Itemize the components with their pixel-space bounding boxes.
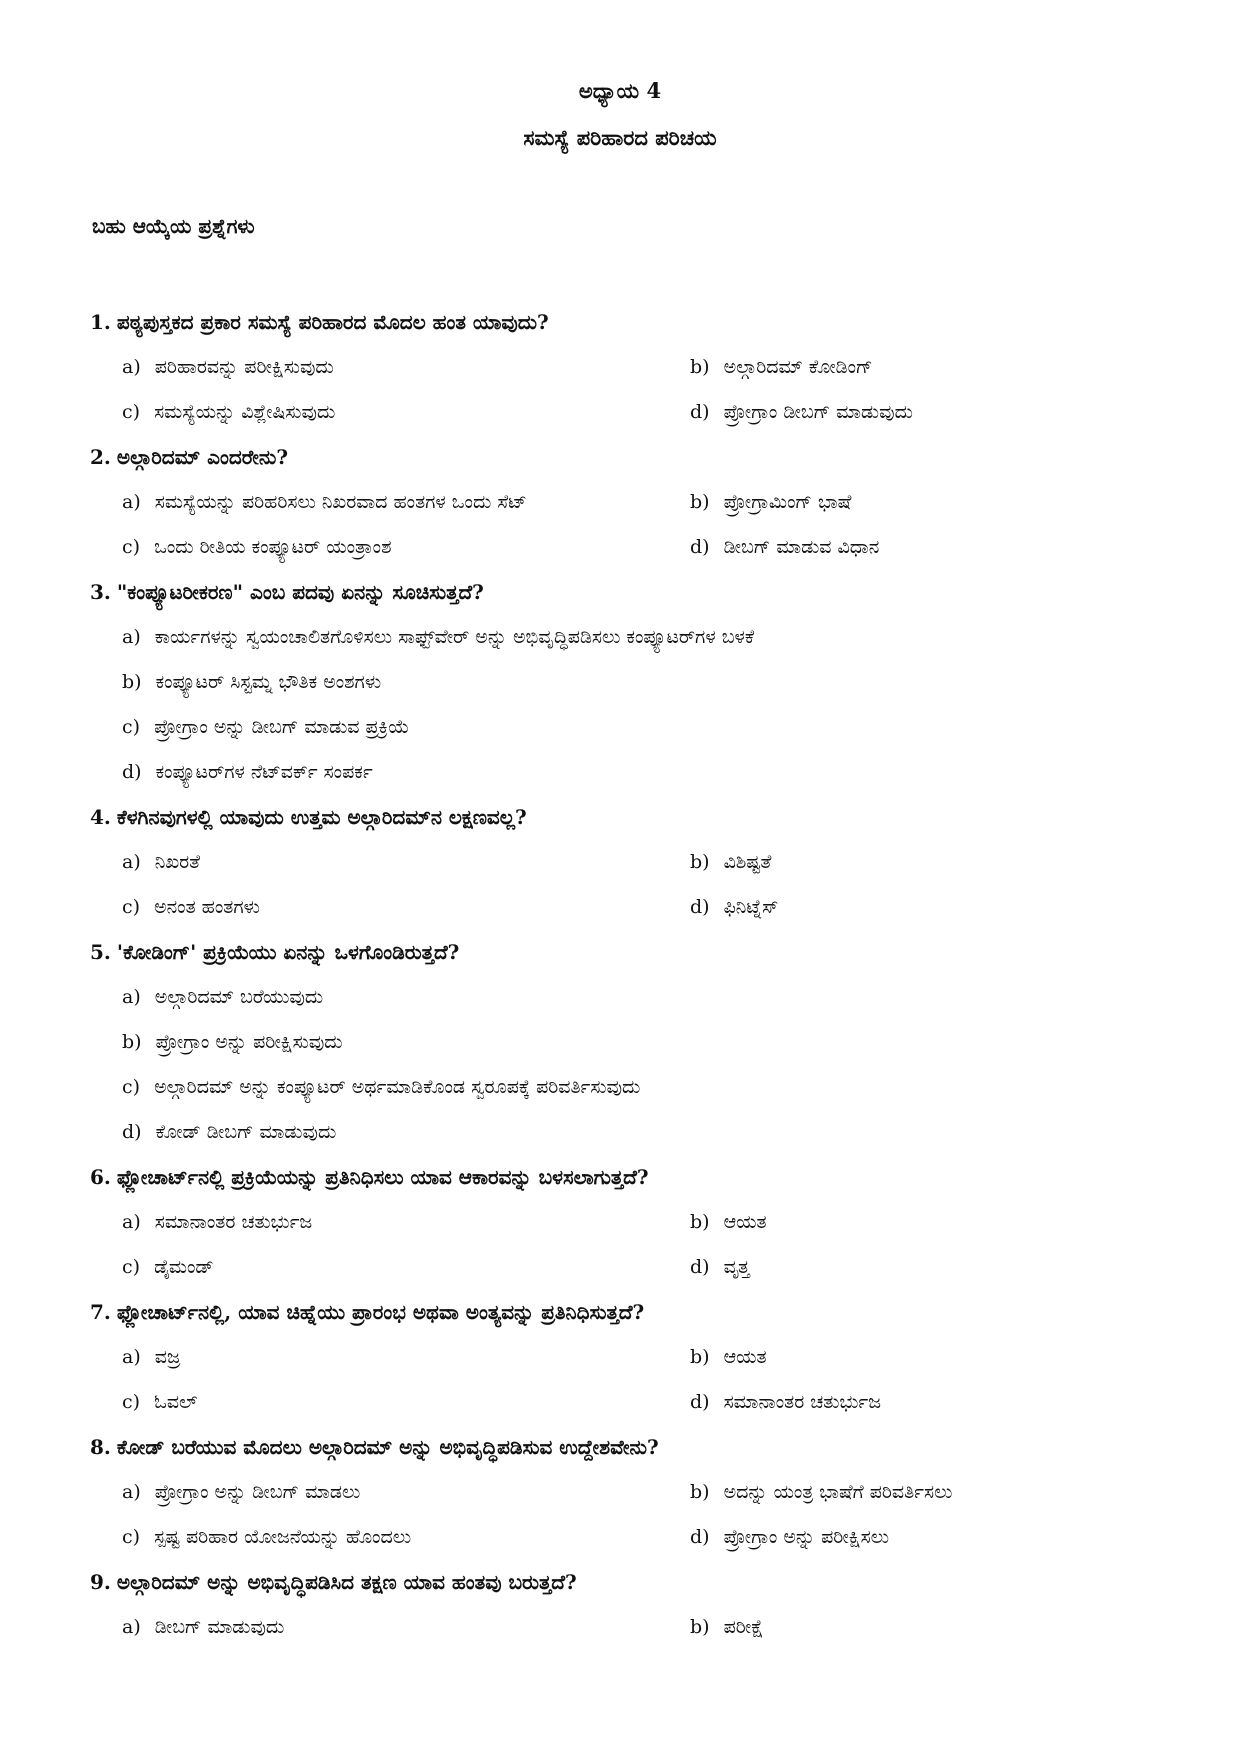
- option-d: [690, 885, 1170, 930]
- question-1: [90, 300, 1170, 435]
- question-text: ಫ್ಲೋಚಾರ್ಟ್‌ನಲ್ಲಿ, ಯಾವ ಚಿಹ್ನೆಯು ಪ್ರಾರಂಭ ಅಥವಾ ಅಂತ್ಯವನ್ನು ಪ್ರತಿನಿಧಿಸುತ್ತದೆ?: [116, 1300, 645, 1324]
- option-a: [122, 1200, 690, 1245]
- question-3: [90, 570, 1170, 795]
- option-text: ಪ್ರೋಗ್ರಾಂ ಅನ್ನು ಡೀಬಗ್ ಮಾಡುವ ಪ್ರಕ್ರಿಯೆ: [154, 716, 410, 738]
- option-b: [122, 1020, 1170, 1065]
- option-text: ವಜ್ರ: [154, 1346, 181, 1368]
- option-list: [90, 615, 1170, 795]
- option-text: ಸ್ಪಷ್ಟ ಪರಿಹಾರ ಯೋಜನೆಯನ್ನು ಹೊಂದಲು: [154, 1526, 412, 1548]
- question-title: [90, 1560, 1170, 1605]
- question-title: [90, 1155, 1170, 1200]
- option-b: [690, 480, 1170, 525]
- option-text: ಆಯತ: [723, 1211, 767, 1233]
- option-text: ಅಲ್ಗಾರಿದಮ್ ಕೋಡಿಂಗ್: [723, 356, 873, 378]
- option-letter: b): [122, 671, 142, 693]
- option-letter: d): [690, 1526, 710, 1548]
- option-text: ಪ್ರೋಗ್ರಾಮಿಂಗ್ ಭಾಷೆ: [723, 491, 852, 513]
- question-number: 3.: [90, 580, 111, 604]
- question-text: ಅಲ್ಗಾರಿದಮ್ ಎಂದರೇನು?: [116, 445, 289, 469]
- option-letter: b): [690, 1481, 710, 1503]
- question-title: [90, 1425, 1170, 1470]
- option-b: [690, 1605, 1170, 1650]
- option-letter: c): [122, 1391, 141, 1413]
- option-letter: a): [122, 356, 141, 378]
- option-b: [690, 840, 1170, 885]
- option-text: ವಿಶಿಷ್ಟತೆ: [723, 851, 772, 873]
- question-4: [90, 795, 1170, 930]
- question-text: ಫ್ಲೋಚಾರ್ಟ್‌ನಲ್ಲಿ ಪ್ರಕ್ರಿಯೆಯನ್ನು ಪ್ರತಿನಿಧಿಸಲು ಯಾವ ಆಕಾರವನ್ನು ಬಳಸಲಾಗುತ್ತದೆ?: [116, 1165, 649, 1189]
- option-text: ಕಾರ್ಯಗಳನ್ನು ಸ್ವಯಂಚಾಲಿತಗೊಳಿಸಲು ಸಾಫ್ಟ್‌ವೇರ್ ಅನ್ನು ಅಭಿವೃದ್ಧಿಪಡಿಸಲು ಕಂಪ್ಯೂಟರ್‌ಗಳ ಬಳಕೆ: [154, 626, 755, 648]
- option-list: [90, 1200, 1170, 1290]
- option-list: [90, 480, 1170, 570]
- option-letter: a): [122, 626, 141, 648]
- option-list: [90, 345, 1170, 435]
- option-list: [90, 975, 1170, 1155]
- option-d: [690, 390, 1170, 435]
- option-letter: d): [122, 761, 142, 783]
- question-title: [90, 435, 1170, 480]
- option-a: [122, 840, 690, 885]
- question-2: [90, 435, 1170, 570]
- option-a: [122, 345, 690, 390]
- option-letter: a): [122, 491, 141, 513]
- question-text: 'ಕೋಡಿಂಗ್' ಪ್ರಕ್ರಿಯೆಯು ಏನನ್ನು ಒಳಗೊಂಡಿರುತ್ತದೆ?: [116, 940, 460, 964]
- question-9: [90, 1560, 1170, 1650]
- question-number: 8.: [90, 1435, 111, 1459]
- option-letter: a): [122, 986, 141, 1008]
- question-text: ಕೋಡ್ ಬರೆಯುವ ಮೊದಲು ಅಲ್ಗಾರಿದಮ್ ಅನ್ನು ಅಭಿವೃದ್ಧಿಪಡಿಸುವ ಉದ್ದೇಶವೇನು?: [116, 1435, 659, 1459]
- option-a: [122, 480, 690, 525]
- option-text: ಸಮಸ್ಯೆಯನ್ನು ವಿಶ್ಲೇಷಿಸುವುದು: [154, 401, 336, 423]
- option-c: [122, 1245, 690, 1290]
- option-letter: b): [690, 1616, 710, 1638]
- question-text: ಅಲ್ಗಾರಿದಮ್ ಅನ್ನು ಅಭಿವೃದ್ಧಿಪಡಿಸಿದ ತಕ್ಷಣ ಯಾವ ಹಂತವು ಬರುತ್ತದೆ?: [116, 1570, 577, 1594]
- option-d: [122, 750, 1170, 795]
- option-text: ಡೀಬಗ್ ಮಾಡುವುದು: [154, 1616, 285, 1638]
- question-number: 7.: [90, 1300, 111, 1324]
- option-text: ಕಂಪ್ಯೂಟರ್ ಸಿಸ್ಟಮ್ನ ಭೌತಿಕ ಅಂಶಗಳು: [155, 671, 382, 693]
- option-letter: d): [690, 1391, 710, 1413]
- option-text: ಸಮಾನಾಂತರ ಚತುರ್ಭುಜ: [154, 1211, 313, 1233]
- option-text: ಒಂದು ರೀತಿಯ ಕಂಪ್ಯೂಟರ್ ಯಂತ್ರಾಂಶ: [154, 536, 392, 558]
- option-text: ವೃತ್ತ: [723, 1256, 750, 1278]
- option-list: [90, 1470, 1170, 1560]
- option-letter: b): [690, 491, 710, 513]
- option-list: [90, 1335, 1170, 1425]
- option-letter: d): [690, 1256, 710, 1278]
- option-c: [122, 390, 690, 435]
- chapter-title: ಅಧ್ಯಾಯ 4: [578, 78, 662, 103]
- option-letter: d): [122, 1121, 142, 1143]
- option-c: [122, 885, 690, 930]
- question-5: [90, 930, 1170, 1155]
- option-d: [690, 1245, 1170, 1290]
- option-letter: d): [690, 536, 710, 558]
- option-a: [122, 1335, 690, 1380]
- option-letter: d): [690, 401, 710, 423]
- option-letter: a): [122, 1211, 141, 1233]
- question-title: [90, 1290, 1170, 1335]
- option-text: ಕೋಡ್ ಡೀಬಗ್ ಮಾಡುವುದು: [155, 1121, 337, 1143]
- option-letter: c): [122, 536, 141, 558]
- option-b: [690, 345, 1170, 390]
- option-letter: c): [122, 716, 141, 738]
- option-letter: a): [122, 851, 141, 873]
- option-c: [122, 1515, 690, 1560]
- question-title: [90, 570, 1170, 615]
- option-letter: b): [122, 1031, 142, 1053]
- option-b: [690, 1470, 1170, 1515]
- option-b: [122, 660, 1170, 705]
- option-letter: b): [690, 1211, 710, 1233]
- question-title: [90, 930, 1170, 975]
- option-text: ಅಲ್ಗಾರಿದಮ್ ಅನ್ನು ಕಂಪ್ಯೂಟರ್ ಅರ್ಥಮಾಡಿಕೊಂಡ ಸ್ವರೂಪಕ್ಕೆ ಪರಿವರ್ತಿಸುವುದು: [154, 1076, 641, 1098]
- question-number: 9.: [90, 1570, 111, 1594]
- option-text: ಕಂಪ್ಯೂಟರ್‌ಗಳ ನೆಟ್‌ವರ್ಕ್ ಸಂಪರ್ಕ: [155, 761, 373, 783]
- question-text: ಕೆಳಗಿನವುಗಳಲ್ಲಿ ಯಾವುದು ಉತ್ತಮ ಅಲ್ಗಾರಿದಮ್‌ನ ಲಕ್ಷಣವಲ್ಲ?: [116, 805, 527, 829]
- question-title: [90, 300, 1170, 345]
- option-text: ಪ್ರೋಗ್ರಾಂ ಅನ್ನು ಪರೀಕ್ಷಿಸಲು: [723, 1526, 890, 1548]
- option-a: [122, 975, 1170, 1020]
- option-b: [690, 1335, 1170, 1380]
- chapter-subtitle: ಸಮಸ್ಯೆ ಪರಿಹಾರದ ಪರಿಚಯ: [523, 125, 717, 150]
- option-c: [122, 705, 1170, 750]
- option-a: [122, 615, 1170, 660]
- question-text: "ಕಂಪ್ಯೂಟರೀಕರಣ" ಎಂಬ ಪದವು ಏನನ್ನು ಸೂಚಿಸುತ್ತದೆ?: [116, 580, 484, 604]
- question-8: [90, 1425, 1170, 1560]
- question-title: [90, 795, 1170, 840]
- question-number: 2.: [90, 445, 111, 469]
- option-letter: c): [122, 1256, 141, 1278]
- option-c: [122, 1380, 690, 1425]
- option-d: [690, 525, 1170, 570]
- option-text: ಡೀಬಗ್ ಮಾಡುವ ವಿಧಾನ: [723, 536, 880, 558]
- option-text: ಅನಂತ ಹಂತಗಳು: [154, 896, 260, 918]
- option-letter: a): [122, 1481, 141, 1503]
- option-letter: d): [690, 896, 710, 918]
- question-number: 1.: [90, 310, 111, 334]
- option-text: ಪ್ರೋಗ್ರಾಂ ಅನ್ನು ಡೀಬಗ್ ಮಾಡಲು: [154, 1481, 361, 1503]
- option-list: [90, 840, 1170, 930]
- option-text: ಓವಲ್: [154, 1391, 198, 1413]
- option-text: ಪ್ರೋಗ್ರಾಂ ಡೀಬಗ್ ಮಾಡುವುದು: [723, 401, 913, 423]
- option-a: [122, 1470, 690, 1515]
- option-text: ಪರಿಹಾರವನ್ನು ಪರೀಕ್ಷಿಸುವುದು: [154, 356, 334, 378]
- option-text: ಪರೀಕ್ಷೆ: [723, 1616, 764, 1638]
- option-letter: c): [122, 401, 141, 423]
- option-letter: a): [122, 1346, 141, 1368]
- option-text: ಡೈಮಂಡ್: [154, 1256, 214, 1278]
- option-text: ಸಮಾನಾಂತರ ಚತುರ್ಭುಜ: [723, 1391, 882, 1413]
- question-number: 5.: [90, 940, 111, 964]
- option-c: [122, 525, 690, 570]
- section-heading: ಬಹು ಆಯ್ಕೆಯ ಪ್ರಶ್ನೆಗಳು: [92, 214, 255, 238]
- option-c: [122, 1065, 1170, 1110]
- option-d: [122, 1110, 1170, 1155]
- question-list: [90, 300, 1170, 1650]
- option-letter: c): [122, 1526, 141, 1548]
- option-letter: c): [122, 1076, 141, 1098]
- option-b: [690, 1200, 1170, 1245]
- option-text: ಅಲ್ಗಾರಿದಮ್ ಬರೆಯುವುದು: [154, 986, 324, 1008]
- option-d: [690, 1515, 1170, 1560]
- option-letter: b): [690, 851, 710, 873]
- option-letter: b): [690, 1346, 710, 1368]
- option-letter: a): [122, 1616, 141, 1638]
- option-text: ಸಮಸ್ಯೆಯನ್ನು ಪರಿಹರಿಸಲು ನಿಖರವಾದ ಹಂತಗಳ ಒಂದು ಸೆಟ್: [154, 491, 527, 513]
- question-number: 4.: [90, 805, 111, 829]
- question-number: 6.: [90, 1165, 111, 1189]
- question-text: ಪಠ್ಯಪುಸ್ತಕದ ಪ್ರಕಾರ ಸಮಸ್ಯೆ ಪರಿಹಾರದ ಮೊದಲ ಹಂತ ಯಾವುದು?: [116, 310, 549, 334]
- option-d: [690, 1380, 1170, 1425]
- option-list: [90, 1605, 1170, 1650]
- option-a: [122, 1605, 690, 1650]
- option-letter: c): [122, 896, 141, 918]
- option-letter: b): [690, 356, 710, 378]
- option-text: ಅದನ್ನು ಯಂತ್ರ ಭಾಷೆಗೆ ಪರಿವರ್ತಿಸಲು: [723, 1481, 953, 1503]
- question-6: [90, 1155, 1170, 1290]
- question-7: [90, 1290, 1170, 1425]
- option-text: ಆಯತ: [723, 1346, 767, 1368]
- option-text: ನಿಖರತೆ: [154, 851, 201, 873]
- option-text: ಪ್ರೋಗ್ರಾಂ ಅನ್ನು ಪರೀಕ್ಷಿಸುವುದು: [155, 1031, 343, 1053]
- option-text: ಫಿನಿಟ್ನೆಸ್: [723, 896, 779, 918]
